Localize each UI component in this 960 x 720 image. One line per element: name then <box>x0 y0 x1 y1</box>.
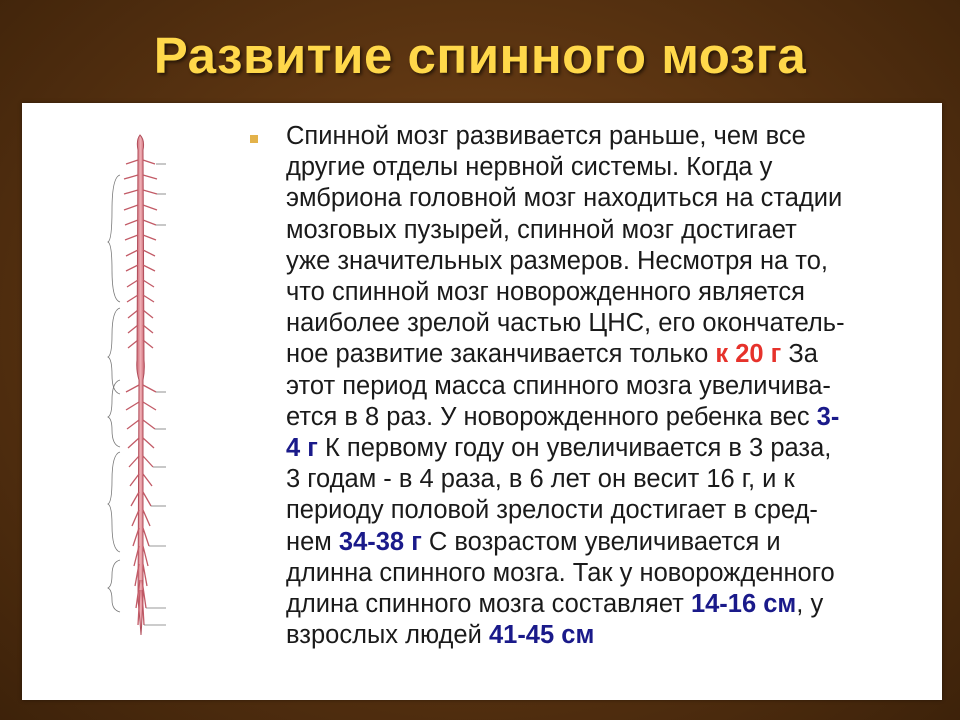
text-line: этот период масса спинного мозга увеличива- <box>286 371 831 400</box>
bullet-icon <box>250 135 258 143</box>
highlight-newborn-weight: 4 г <box>286 434 318 463</box>
text-line <box>286 620 932 651</box>
text-line <box>286 402 932 433</box>
highlight-newborn-weight: 3- <box>816 402 840 431</box>
text-segment: За <box>781 340 818 369</box>
text-line: наиболее зрелой частью ЦНС, его окончатель- <box>286 309 845 338</box>
text-line <box>286 339 932 370</box>
text-segment: , у <box>796 590 824 619</box>
text-line: уже значительных размеров. Несмотря на то, <box>286 246 828 275</box>
text-segment: взрослых людей <box>286 621 489 650</box>
text-line <box>286 527 932 558</box>
highlight-puberty-weight: 34-38 г <box>338 527 422 556</box>
text-line: другие отделы нервной системы. Когда у <box>286 153 773 182</box>
text-line: что спинной мозг новорожденного является <box>286 278 805 307</box>
text-line: длинна спинного мозга. Так у новорожденного <box>286 558 835 587</box>
text-segment: ное развитие заканчивается только <box>286 340 716 369</box>
text-line: эмбриона головной мозг находиться на стадии <box>286 184 843 213</box>
text-segment: нем <box>286 527 339 556</box>
text-line: периоду половой зрелости достигает в сред- <box>286 496 818 525</box>
body-paragraph <box>286 121 932 651</box>
text-line: мозговых пузырей, спинной мозг достигает <box>286 215 797 244</box>
highlight-newborn-length: 14-16 см <box>690 590 797 619</box>
highlight-age-final: к 20 г <box>715 340 782 369</box>
text-segment: ется в 8 раз. У новорожденного ребенка вес <box>286 402 817 431</box>
text-line: Спинной мозг развивается раньше, чем все <box>286 122 806 150</box>
text-segment: С возрастом увеличивается и <box>421 527 781 556</box>
text-line <box>286 589 932 620</box>
text-line: 3 годам - в 4 раза, в 6 лет он весит 16 г, и к <box>286 465 795 494</box>
text-block <box>250 121 932 651</box>
highlight-adult-length: 41-45 см <box>488 621 595 650</box>
text-segment: длина спинного мозга составляет <box>286 590 691 619</box>
text-segment: К первому году он увеличивается в 3 раза, <box>317 434 832 463</box>
spinal-cord-illustration <box>100 130 180 640</box>
slide-title: Развитие спинного мозга <box>153 27 807 84</box>
text-line <box>286 433 932 464</box>
